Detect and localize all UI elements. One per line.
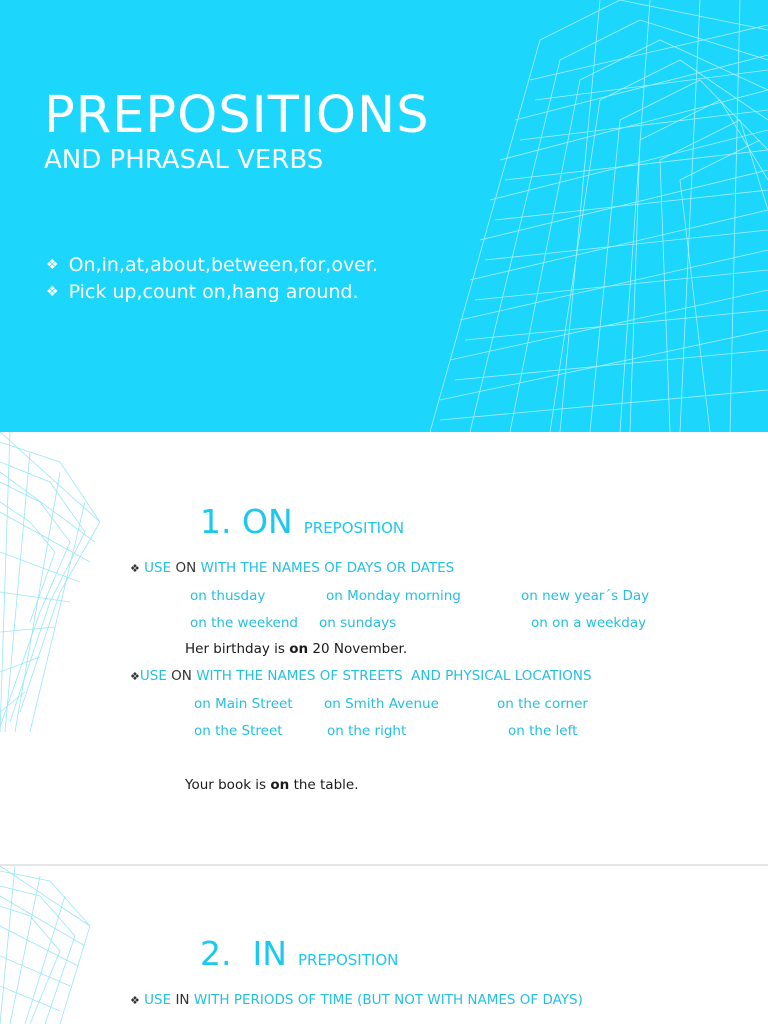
heading-number: 1. ON — [200, 502, 293, 541]
wireframe-corner-graphic — [0, 866, 100, 1024]
use-word: USE — [144, 560, 172, 576]
heading-label: PREPOSITION — [297, 951, 399, 969]
rule-days-dates — [130, 560, 454, 576]
diamond-bullet-icon: ❖ — [46, 284, 59, 300]
section-heading — [200, 934, 398, 973]
rule-text: WITH THE NAMES OF DAYS OR DATES — [200, 560, 455, 576]
example-item: on the weekend — [190, 615, 298, 631]
example-item: on Main Street — [194, 696, 293, 712]
example-item: on sundays — [319, 615, 397, 631]
sentence-text: Your book is — [185, 777, 271, 793]
example-sentence — [185, 641, 407, 657]
wireframe-corner-graphic — [0, 432, 110, 732]
bullet-text: Pick up,count on,hang around. — [68, 281, 359, 303]
rule-text: WITH PERIODS OF TIME (BUT NOT WITH NAMES OF DAYS) — [193, 992, 583, 1008]
preposition-word: IN — [175, 992, 190, 1008]
sentence-text: Her birthday is — [185, 641, 290, 657]
example-item: on new year´s Day — [521, 588, 650, 604]
example-sentence — [185, 777, 359, 793]
preposition-word: ON — [171, 668, 192, 684]
use-word: USE — [139, 668, 167, 684]
diamond-bullet-icon: ❖ — [130, 994, 140, 1007]
on-preposition-slide — [0, 432, 768, 864]
building-wireframe-graphic — [0, 0, 768, 432]
heading-number: 2. IN — [200, 934, 287, 973]
example-item: on thusday — [190, 588, 266, 604]
in-preposition-slide — [0, 866, 768, 1024]
rule-text: WITH THE NAMES OF STREETS AND PHYSICAL LOCATIONS — [196, 668, 592, 684]
section-heading — [200, 502, 404, 541]
diamond-bullet-icon: ❖ — [130, 670, 140, 683]
bullet-prepositions — [46, 254, 378, 276]
diamond-bullet-icon: ❖ — [130, 562, 140, 575]
rule-periods-of-time — [130, 992, 583, 1008]
heading-label: PREPOSITION — [303, 519, 405, 537]
example-item: on the Street — [194, 723, 283, 739]
slide-title: PREPOSITIONS — [44, 86, 430, 145]
example-item: on on a weekday — [531, 615, 647, 631]
preposition-word: ON — [175, 560, 197, 576]
bullet-phrasal-verbs — [46, 281, 359, 303]
example-item: on the right — [327, 723, 407, 739]
sentence-text: 20 November. — [308, 641, 408, 657]
rule-streets-locations — [130, 668, 592, 684]
example-item: on Smith Avenue — [324, 696, 439, 712]
sentence-bold: on — [270, 777, 290, 793]
example-item: on the left — [508, 723, 578, 739]
diamond-bullet-icon: ❖ — [46, 257, 59, 273]
bullet-text: On,in,at,about,between,for,over. — [68, 254, 378, 276]
use-word: USE — [144, 992, 172, 1008]
example-item: on Monday morning — [326, 588, 461, 604]
sentence-text: the table. — [289, 777, 359, 793]
slide-subtitle: AND PHRASAL VERBS — [44, 145, 324, 175]
example-item: on the corner — [497, 696, 588, 712]
title-slide — [0, 0, 768, 432]
sentence-bold: on — [289, 641, 309, 657]
